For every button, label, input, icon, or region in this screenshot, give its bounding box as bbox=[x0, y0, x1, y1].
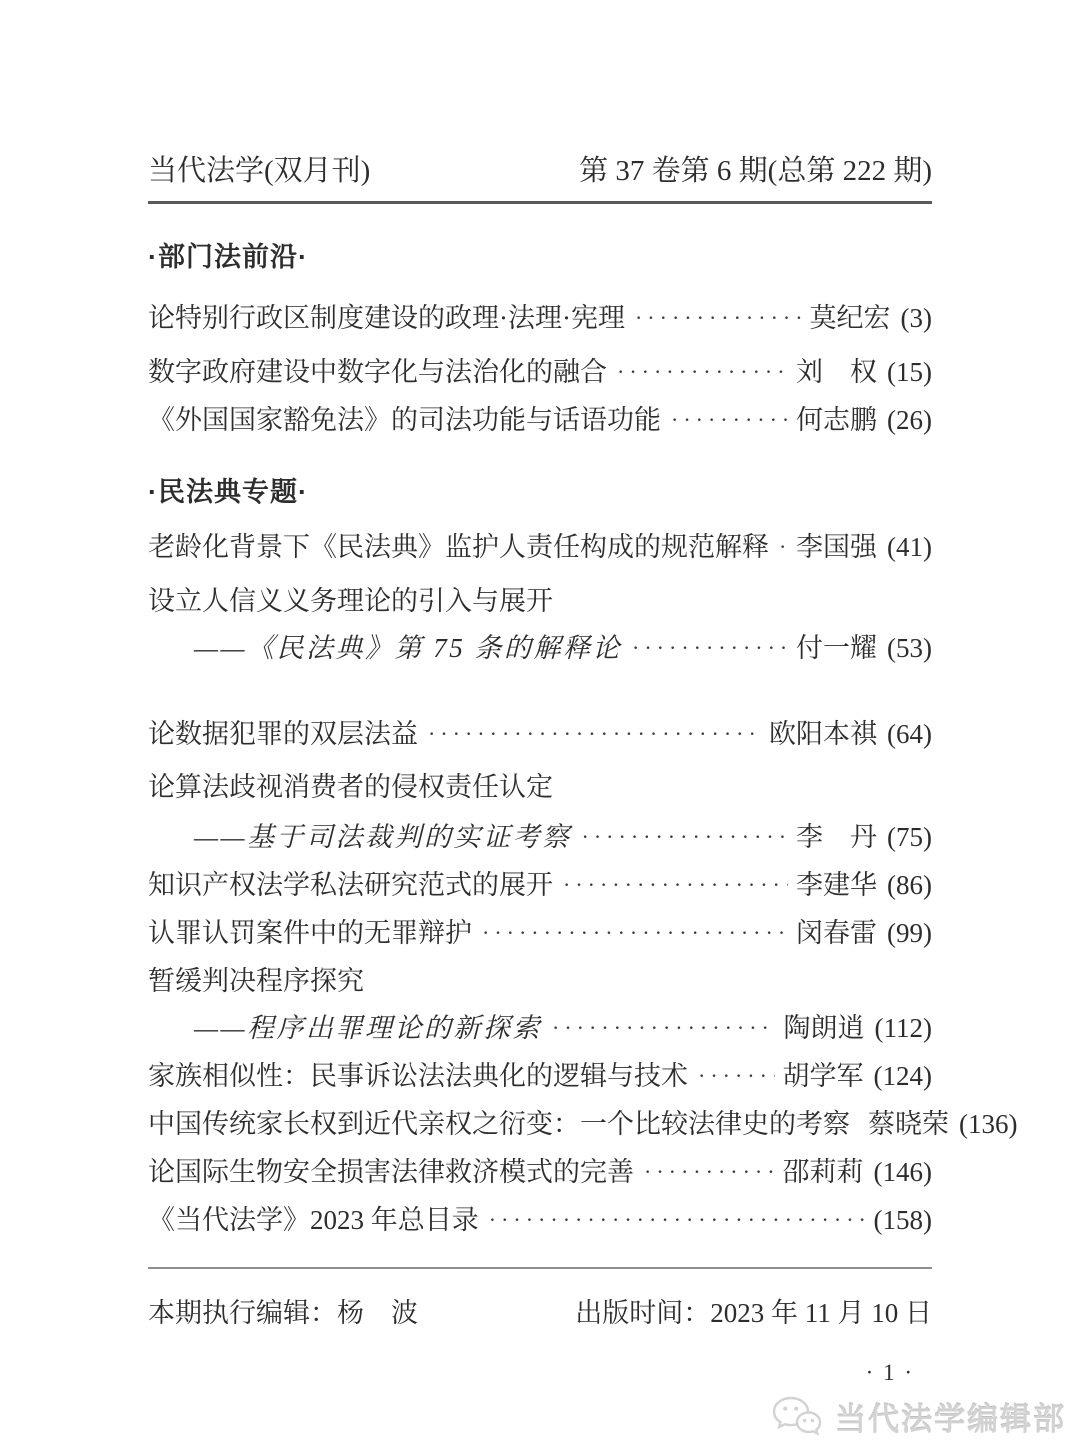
entry-page: (136) bbox=[959, 1109, 1018, 1139]
toc-entry bbox=[148, 1197, 932, 1245]
entry-title: 论特别行政区制度建设的政理·法理·宪理 bbox=[148, 303, 625, 333]
entry-title: 《外国国家豁免法》的司法功能与话语功能 bbox=[148, 405, 661, 435]
dot-leader bbox=[644, 1147, 775, 1195]
section-heading-label: ·部门法前沿· bbox=[148, 242, 308, 272]
toc-entry-title-only bbox=[148, 578, 932, 625]
wechat-icon bbox=[771, 1395, 823, 1439]
toc-entry bbox=[148, 1101, 1018, 1149]
dot-leader bbox=[563, 860, 788, 908]
entry-page: (158) bbox=[873, 1205, 932, 1235]
entry-title: 论数据犯罪的双层法益 bbox=[148, 719, 418, 749]
entry-page: (15) bbox=[887, 357, 932, 387]
entry-title: 《当代法学》2023 年总目录 bbox=[148, 1205, 479, 1235]
dot-leader bbox=[482, 908, 788, 956]
entry-author: 李 丹 bbox=[796, 822, 878, 852]
entry-page: (64) bbox=[887, 719, 932, 749]
footer-rule bbox=[148, 1267, 932, 1269]
dot-leader bbox=[779, 522, 788, 570]
entry-title: 设立人信义义务理论的引入与展开 bbox=[148, 586, 553, 616]
toc-entry bbox=[148, 1149, 932, 1197]
entry-subtitle: ——《民法典》第 75 条的解释论 bbox=[194, 633, 623, 663]
entry-author: 李国强 bbox=[796, 532, 878, 562]
entry-author: 胡学军 bbox=[782, 1061, 864, 1091]
toc-entry-subtitle bbox=[148, 814, 932, 862]
entry-title: 知识产权法学私法研究范式的展开 bbox=[148, 870, 553, 900]
dot-leader bbox=[671, 395, 788, 443]
entry-page: (75) bbox=[887, 822, 932, 852]
entry-subtitle: ——基于司法裁判的实证考察 bbox=[194, 822, 572, 852]
entry-page: (53) bbox=[887, 633, 932, 663]
toc-entry-subtitle bbox=[148, 1005, 932, 1053]
entry-page: (26) bbox=[887, 405, 932, 435]
dot-leader bbox=[489, 1195, 866, 1243]
entry-page: (41) bbox=[887, 532, 932, 562]
entry-author: 欧阳本祺 bbox=[769, 719, 878, 749]
page-number: · 1 · bbox=[865, 1360, 914, 1385]
dot-leader bbox=[617, 347, 788, 395]
journal-title: 当代法学(双月刊) bbox=[148, 155, 371, 187]
entry-subtitle: ——程序出罪理论的新探索 bbox=[194, 1013, 543, 1043]
toc-entry-subtitle bbox=[148, 625, 932, 673]
dot-leader bbox=[698, 1051, 775, 1099]
toc-entry bbox=[148, 711, 932, 759]
entry-title: 中国传统家长权到近代亲权之衍变：一个比较法律史的考察 bbox=[148, 1109, 850, 1139]
entry-author: 陶朗逍 bbox=[783, 1013, 865, 1043]
entry-author: 邵莉莉 bbox=[782, 1157, 864, 1187]
toc-entry bbox=[148, 524, 932, 572]
toc-entry bbox=[148, 862, 932, 910]
entry-title: 论国际生物安全损害法律救济模式的完善 bbox=[148, 1157, 634, 1187]
entry-title: 老龄化背景下《民法典》监护人责任构成的规范解释 bbox=[148, 532, 769, 562]
entry-author: 付一耀 bbox=[796, 633, 878, 663]
header-rule bbox=[148, 201, 932, 204]
dot-leader bbox=[582, 812, 789, 860]
entry-title: 认罪认罚案件中的无罪辩护 bbox=[148, 918, 472, 948]
entry-author: 刘 权 bbox=[796, 357, 878, 387]
page-footer bbox=[148, 1291, 932, 1330]
entry-author: 莫纪宏 bbox=[809, 303, 891, 333]
toc-entry bbox=[148, 349, 932, 397]
entry-title: 家族相似性：民事诉讼法法典化的逻辑与技术 bbox=[148, 1061, 688, 1091]
entry-title: 论算法歧视消费者的侵权责任认定 bbox=[148, 772, 553, 802]
dot-leader bbox=[635, 293, 802, 341]
toc-entry-title-only bbox=[148, 958, 932, 1005]
entry-page: (146) bbox=[873, 1157, 932, 1187]
entry-page: (3) bbox=[900, 303, 932, 333]
toc-entry-title-only bbox=[148, 764, 932, 811]
dot-leader bbox=[632, 623, 788, 671]
entry-page: (99) bbox=[887, 918, 932, 948]
section-heading-civil-code bbox=[148, 469, 932, 516]
entry-title: 数字政府建设中数字化与法治化的融合 bbox=[148, 357, 607, 387]
entry-author: 何志鹏 bbox=[796, 405, 878, 435]
page-header bbox=[148, 0, 932, 189]
section-heading-departmental-law bbox=[148, 234, 932, 281]
publish-date: 出版时间：2023 年 11 月 10 日 bbox=[575, 1298, 932, 1328]
entry-page: (124) bbox=[873, 1061, 932, 1091]
toc-page bbox=[148, 0, 1018, 1386]
section-heading-label: ·民法典专题· bbox=[148, 477, 308, 507]
dot-leader bbox=[428, 709, 761, 757]
entry-author: 闵春雷 bbox=[796, 918, 878, 948]
entry-author: 李建华 bbox=[796, 870, 878, 900]
issue-info: 第 37 卷第 6 期(总第 222 期) bbox=[579, 155, 932, 187]
executive-editor: 本期执行编辑：杨 波 bbox=[148, 1298, 418, 1328]
entry-page: (112) bbox=[874, 1013, 932, 1043]
toc-entry bbox=[148, 295, 932, 343]
dot-leader bbox=[552, 1003, 776, 1051]
entry-page: (86) bbox=[887, 870, 932, 900]
toc-entry bbox=[148, 910, 932, 958]
watermark-label: 当代法学编辑部 bbox=[835, 1402, 1066, 1437]
toc-entry bbox=[148, 397, 932, 445]
toc-entry bbox=[148, 1053, 932, 1101]
entry-author: 蔡晓荣 bbox=[868, 1109, 949, 1139]
wechat-watermark bbox=[771, 1394, 1066, 1439]
entry-title: 暂缓判决程序探究 bbox=[148, 966, 364, 996]
